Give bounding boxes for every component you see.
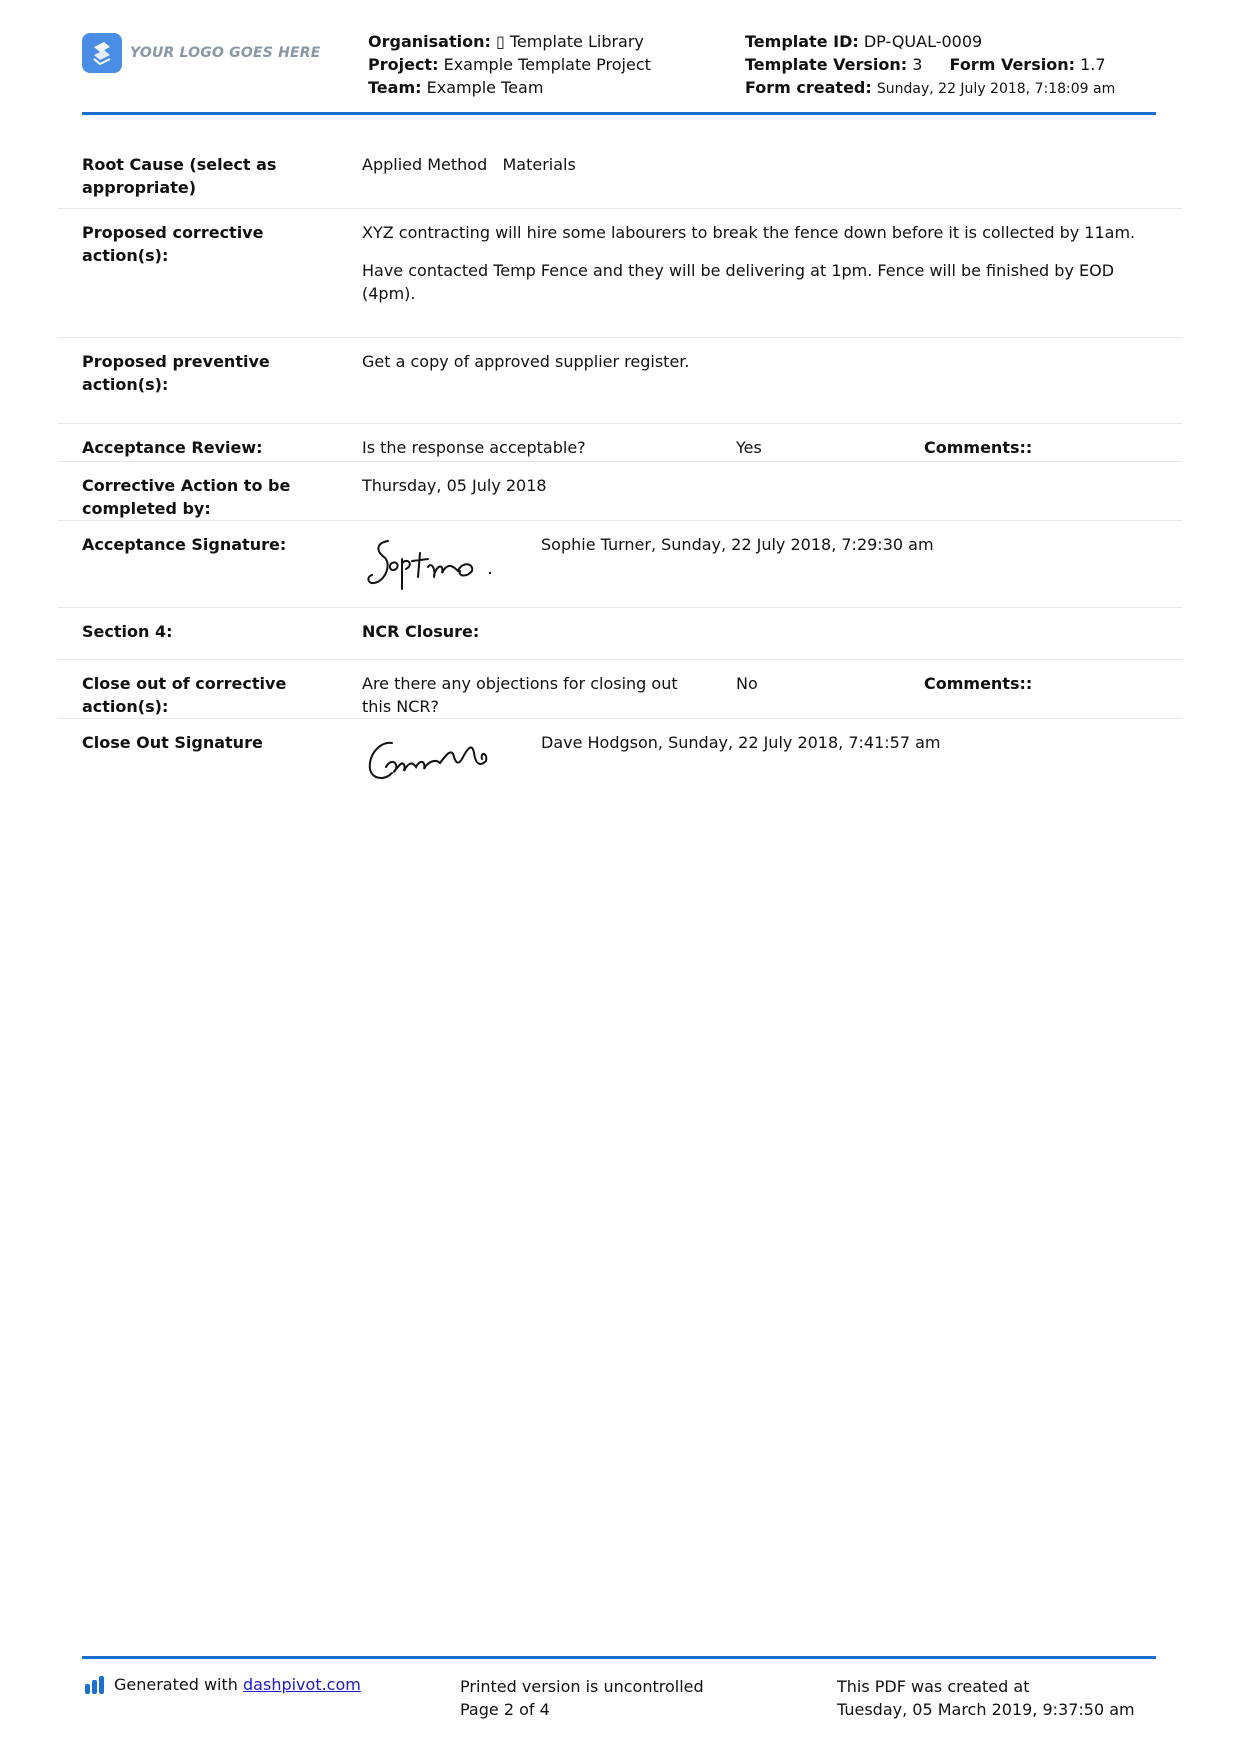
row-section-4 [58,608,1182,660]
team-label: Team: [368,78,422,97]
row-completed-by [58,462,1182,521]
footer-created [837,1675,1135,1721]
logo-text: YOUR LOGO GOES HERE [130,45,321,61]
project-line [368,53,651,76]
row-acceptance-review [58,424,1182,462]
pdf-created-value: Tuesday, 05 March 2019, 9:37:50 am [837,1700,1135,1719]
organisation-value: Template Library [509,32,644,51]
preventive-action-value: Get a copy of approved supplier register. [362,352,690,371]
section-4-title: NCR Closure: [362,622,480,641]
template-version-value: 3 [912,55,923,74]
acceptance-review-comments-label: Comments:: [924,438,1033,457]
section-4-label: Section 4: [82,622,173,641]
form-created-line [745,76,1115,101]
acceptance-review-question: Is the response acceptable? [362,438,586,457]
root-cause-value: Applied Method Materials [362,155,576,174]
generated-prefix: Generated with [114,1675,238,1694]
form-created-value: Sunday, 22 July 2018, 7:18:09 am [876,81,1116,97]
row-close-signature [58,719,1182,799]
close-out-answer: No [736,674,758,693]
template-id-value: DP-QUAL-0009 [863,32,983,51]
template-id-label: Template ID: [745,32,859,51]
template-id-line [745,30,1115,53]
header-org-column [368,30,651,99]
preventive-action-label: Proposed preventive action(s): [82,352,270,394]
row-close-out [58,660,1182,719]
row-acceptance-signature [58,521,1182,608]
logo [82,33,321,73]
acceptance-signer: Sophie Turner, Sunday, 22 July 2018, 7:29:30 am [541,535,934,554]
bar-chart-icon [84,1676,106,1694]
uncontrolled-notice: Printed version is uncontrolled [460,1677,704,1696]
row-corrective-action [58,209,1182,338]
completed-by-label: Corrective Action to be completed by: [82,476,291,518]
page-number: Page 2 of 4 [460,1700,550,1719]
generated-with [84,1675,361,1694]
footer-page-info [460,1675,704,1721]
organisation-line [368,30,651,53]
version-line [745,53,1115,76]
page-header [82,28,1156,115]
acceptance-signature-label: Acceptance Signature: [82,535,287,554]
close-out-comments-label: Comments:: [924,674,1033,693]
corrective-action-label: Proposed corrective action(s): [82,223,264,265]
header-template-column [745,30,1115,101]
team-line [368,76,651,99]
close-out-question: Are there any objections for closing out this NCR? [362,674,678,716]
organisation-label: Organisation: [368,32,491,51]
acceptance-review-label: Acceptance Review: [82,438,263,457]
dashpivot-link[interactable]: dashpivot.com [243,1675,361,1694]
team-value: Example Team [426,78,544,97]
acceptance-review-answer: Yes [736,438,762,457]
project-value: Example Template Project [443,55,651,74]
form-version-label: Form Version: [949,55,1075,74]
row-root-cause [58,141,1182,209]
root-cause-label: Root Cause (select as appropriate) [82,155,277,197]
acceptance-signature-image [362,537,502,599]
close-signature-label: Close Out Signature [82,733,263,752]
corrective-action-para-1: XYZ contracting will hire some labourers to break the fence down before it is collected by 11am. [362,223,1136,242]
pdf-created-prefix: This PDF was created at [837,1677,1030,1696]
form-content [58,141,1182,799]
logo-icon [82,33,122,73]
building-icon: ▯ [495,32,505,51]
corrective-action-value [362,221,1152,320]
project-label: Project: [368,55,439,74]
close-signature-image [362,733,502,793]
corrective-action-para-2: Have contacted Temp Fence and they will be delivering at 1pm. Fence will be finished by EOD (4pm). [362,261,1115,303]
template-version-label: Template Version: [745,55,908,74]
completed-by-value: Thursday, 05 July 2018 [362,476,547,495]
form-version-value: 1.7 [1080,55,1106,74]
close-out-signer: Dave Hodgson, Sunday, 22 July 2018, 7:41:57 am [541,733,941,752]
close-out-label: Close out of corrective action(s): [82,674,287,716]
page-footer [82,1656,1156,1719]
row-preventive-action [58,338,1182,424]
form-created-label: Form created: [745,78,872,97]
